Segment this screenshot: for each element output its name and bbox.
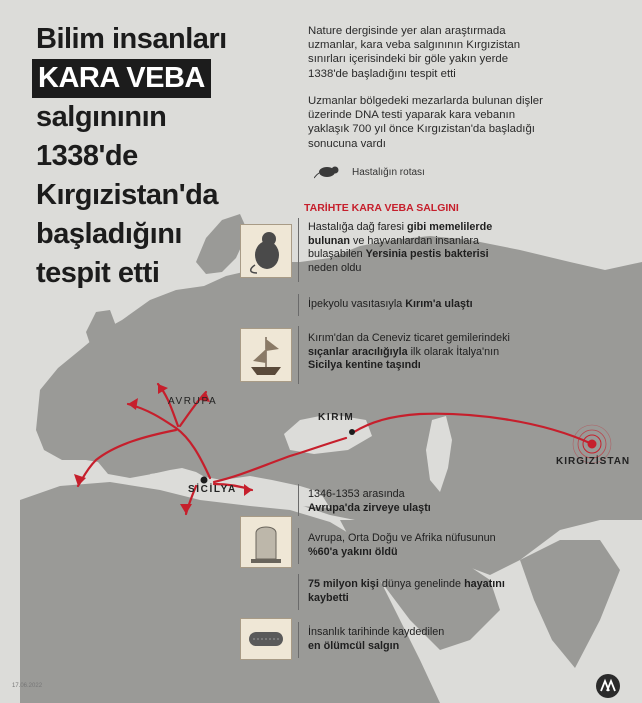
legend: [314, 164, 425, 180]
timeline-item-2: İpekyolu vasıtasıyla Kırım'a ulaştı: [308, 298, 473, 310]
bacteria-illustration: [240, 618, 292, 660]
land-india: [520, 540, 620, 668]
rat-icon: [314, 164, 344, 180]
timeline-item-3: Kırım'dan da Ceneviz ticaret gemilerindeki sıçanlar aracılığıyla ilk olarak İtalya'nın Sicilya kentine taşındı: [308, 332, 510, 372]
crimea-marker: [349, 429, 355, 435]
date-stamp: 17.06.2022: [12, 683, 43, 689]
label-crimea: KIRIM: [318, 412, 355, 423]
headline-line-4: 1338'de: [36, 140, 138, 172]
intro-paragraph-1: Nature dergisinde yer alan araştırmada uzmanlar, kara veba salgınının Kırgızistan sınırları içerisindeki bir göle yakın yerde 1338'de başladığını tespit etti: [308, 25, 521, 80]
headline-line-5: Kırgızistan'da: [36, 179, 218, 211]
label-europe: AVRUPA: [168, 396, 218, 407]
headline-line-3: salgınının: [36, 101, 167, 133]
label-kyrgyzstan: KIRGIZİSTAN: [556, 456, 631, 467]
timeline-item-1: Hastalığa dağ faresi gibi memelilerde bulunan ve hayvanlardan insanlara bulaşabilen Yersinia pestis bakterisi neden oldu: [308, 221, 493, 274]
intro-paragraph-2: Uzmanlar bölgedeki mezarlarda bulunan dişler üzerinde DNA testi yaparak kara vebanın yaklaşık 700 yıl önce Kırgızistan'da başladığı sonucuna vardı: [308, 95, 543, 150]
ship-illustration: [240, 328, 292, 382]
gravestone-illustration: [240, 516, 292, 568]
label-sicily: SİCİLYA: [188, 484, 237, 495]
timeline-item-7: İnsanlık tarihinde kaydedilen en ölümcül salgın: [308, 626, 445, 652]
timeline-title: TARİHTE KARA VEBA SALGINI: [304, 202, 459, 214]
rat-illustration: [240, 224, 292, 278]
headline-line-6: başladığını: [36, 218, 182, 250]
timeline-item-5: Avrupa, Orta Doğu ve Afrika nüfusunun %60'a yakını öldü: [308, 532, 496, 558]
headline-line-1: Bilim insanları: [36, 23, 227, 55]
legend-label: Hastalığın rotası: [352, 166, 425, 178]
timeline-item-4: 1346-1353 arasında Avrupa'da zirveye ulaştı: [308, 488, 431, 514]
headline-line-7: tespit etti: [36, 257, 160, 289]
headline-highlight: KARA VEBA: [32, 59, 211, 98]
timeline-item-6: 75 milyon kişi dünya genelinde hayatını kaybetti: [308, 578, 505, 604]
agency-logo-icon: [596, 674, 620, 698]
sicily-marker: [201, 477, 208, 484]
